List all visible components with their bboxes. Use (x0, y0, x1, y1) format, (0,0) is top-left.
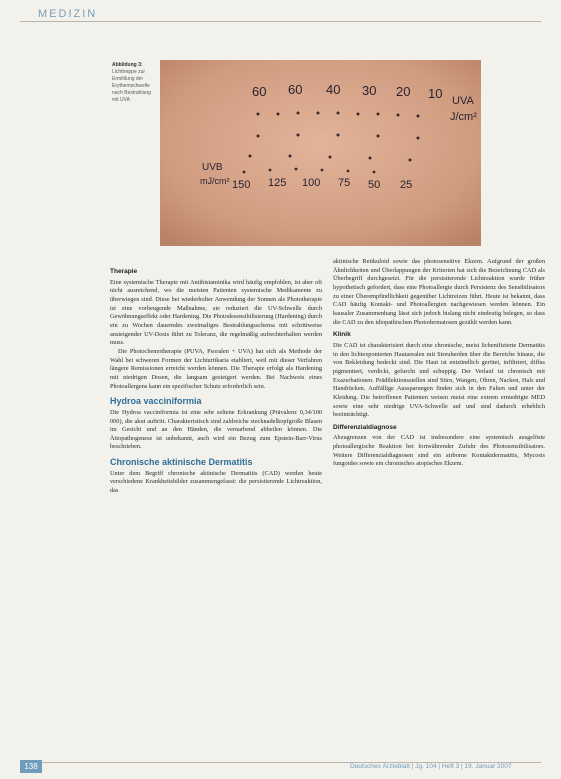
heading-hydroa: Hydroa vacciniformia (110, 396, 202, 407)
top-num-3: 40 (326, 82, 341, 97)
page-header (0, 0, 561, 26)
heading-cad: Chronische aktinische Dermatitis (110, 457, 253, 468)
page-number: 138 (20, 760, 42, 773)
right-paragraph-2: Die CAD ist charakterisiert durch eine chronische, meist lichenifizierte Dermatitis in den lichtexponierten Hautarealen mit Streuherden über die Bereiche hinaus, die von Bekleidung bedeckt sind. Die Haut ist entzündlich gerötet, infiltriert, diffus pigmentiert, verdickt, gefurcht und schuppig. Der Verlauf ist chronisch mit Exazerbationen. Prädilektionsstellen sind Stirn, Wangen, Ohren, Nacken, Hals und Handrücken. Auffällige Aussparungen finden sich in den Falten und unter der Kleidung. Die betroffenen Patienten weisen meist eine extrem erniedrigte MED sowie eine sehr niedrige UVA-Schwelle auf und sind dadurch erheblich beeinträchtigt. (333, 341, 545, 419)
left-paragraph-4: Unter dem Begriff chronische aktinische Dermatitis (CAD) werden heute verschiedene Krankheitsbilder zusammengefasst: die persistierende Lichtreaktion, das (110, 469, 322, 495)
left-paragraph-1: Eine systemische Therapie mit Antihistaminika wird häufig empfohlen, ist aber oft nicht ausreichend, wo die meisten Patienten systemische Medikamente zu überwiegen sind. Diese bei wiederholter Anwendung der Sonnen als Phototherapie ist eine vorbeugende Maßnahme, sie reduziert die UV-Schwelle durch Gewöhnungseffekt oder Hardening. Die Photodesensibilisierung (Hardening) durch ein zu Wochen dauerndes zweimaliges Bestrahlungsschema mit schrittweise ansteigender UV-Dosis führt zu Toleranz, die regelmäßig aufrechterhalten werden muss. (110, 278, 322, 347)
bottom-num-1: 150 (232, 179, 251, 191)
right-column (333, 258, 545, 469)
journal-citation: Deutsches Ärzteblatt | Jg. 104 | Heft 3 | 19. Januar 2007 (350, 763, 512, 770)
left-paragraph-3: Die Hydroa vacciniformia ist eine sehr seltene Erkrankung (Prävalenz 0,34/100 000), die akut auftritt. Charakteristisch sind zahlreiche stecknadelkopfgroße Blasen im Gesicht und an den Händen, die vernarbend abheilen können. Die Ätiopathogenese ist unbekannt, auch wird ein Bezug zum Epstein-Barr-Virus beschrieben. (110, 408, 322, 451)
top-num-1: 60 (252, 84, 267, 99)
top-row-label: UVA (452, 95, 474, 107)
bottom-num-5: 50 (368, 179, 381, 191)
left-paragraph-2: Die Photochemotherapie (PUVA, Psoralen + UVA) hat sich als Methode der Wahl bei schweren Formen der Lichturtikaria etabliert, weil mit dieser Verfahren längere Remissionen erreicht werden können. Die Therapie erfolgt als Hardening mit niedrigen Dosen, die langsam gesteigert werden. Bei Nachweis eines Photoallergens kann ein spezifischer Schutz erforderlich sein. (110, 347, 322, 390)
bottom-num-6: 25 (400, 179, 413, 191)
caption-title: Abbildung 3: (112, 62, 143, 68)
light-staircase-photo (160, 60, 481, 246)
bottom-num-2: 125 (268, 177, 287, 189)
left-column (110, 264, 322, 496)
heading-therapie: Therapie (110, 268, 138, 275)
caption-text: Lichttreppe zur Ermittlung der Erythemschwelle nach Bestrahlung mit UVA (112, 69, 151, 103)
bottom-row-label: UVB (202, 162, 223, 173)
right-paragraph-1: aktinische Retikuloid sowie das photosensitive Ekzem. Aufgrund der großen Ähnlichkeiten und Überlappungen der Kriterien hat sich die Bezeichnung CAD als Überbegriff durchgesetzt. Für die persistierende Lichtreaktion wurde früher hypothetisch gefordert, dass eine Photoallergie durch Persistenz des Sensibilisators zu einer Überempfindlichkeit gegenüber Lichtreizen führt. Heute ist bekannt, dass CAD häufig Kontakt- und Photoallergien nachgewiesen werden können. Ein kausaler Zusammenhang lässt sich jedoch bislang nicht eindeutig belegen, so dass die CAD zu den idiopathischen Photodermatosen gezählt werden kann. (333, 258, 545, 326)
top-num-2: 60 (288, 82, 303, 97)
top-row-unit: J/cm² (450, 111, 477, 123)
right-paragraph-3: Abzugrenzen von der CAD ist insbesondere eine systemisch ausgelöste photoallergische Reaktion bei fortwährender Zufuhr des Photosensibilisators. Weitere Differenzialdiagnosen sind ein airborne Kontaktdermatitis, Mycosis fungoides sowie ein chronisches atopisches Ekzem. (333, 434, 545, 468)
section-label: MEDIZIN (38, 8, 98, 20)
figure-caption (112, 62, 154, 104)
bottom-row-unit: mJ/cm² (200, 176, 230, 186)
heading-differenzialdiagnose: Differenzialdiagnose (333, 423, 397, 431)
top-num-4: 30 (362, 83, 377, 98)
bottom-num-4: 75 (338, 177, 351, 189)
header-rule (20, 21, 541, 22)
bottom-num-3: 100 (302, 177, 321, 189)
top-num-5: 20 (396, 84, 411, 99)
top-num-6: 10 (428, 86, 443, 101)
figure-photo (160, 60, 481, 246)
heading-klinik: Klinik (333, 331, 351, 339)
